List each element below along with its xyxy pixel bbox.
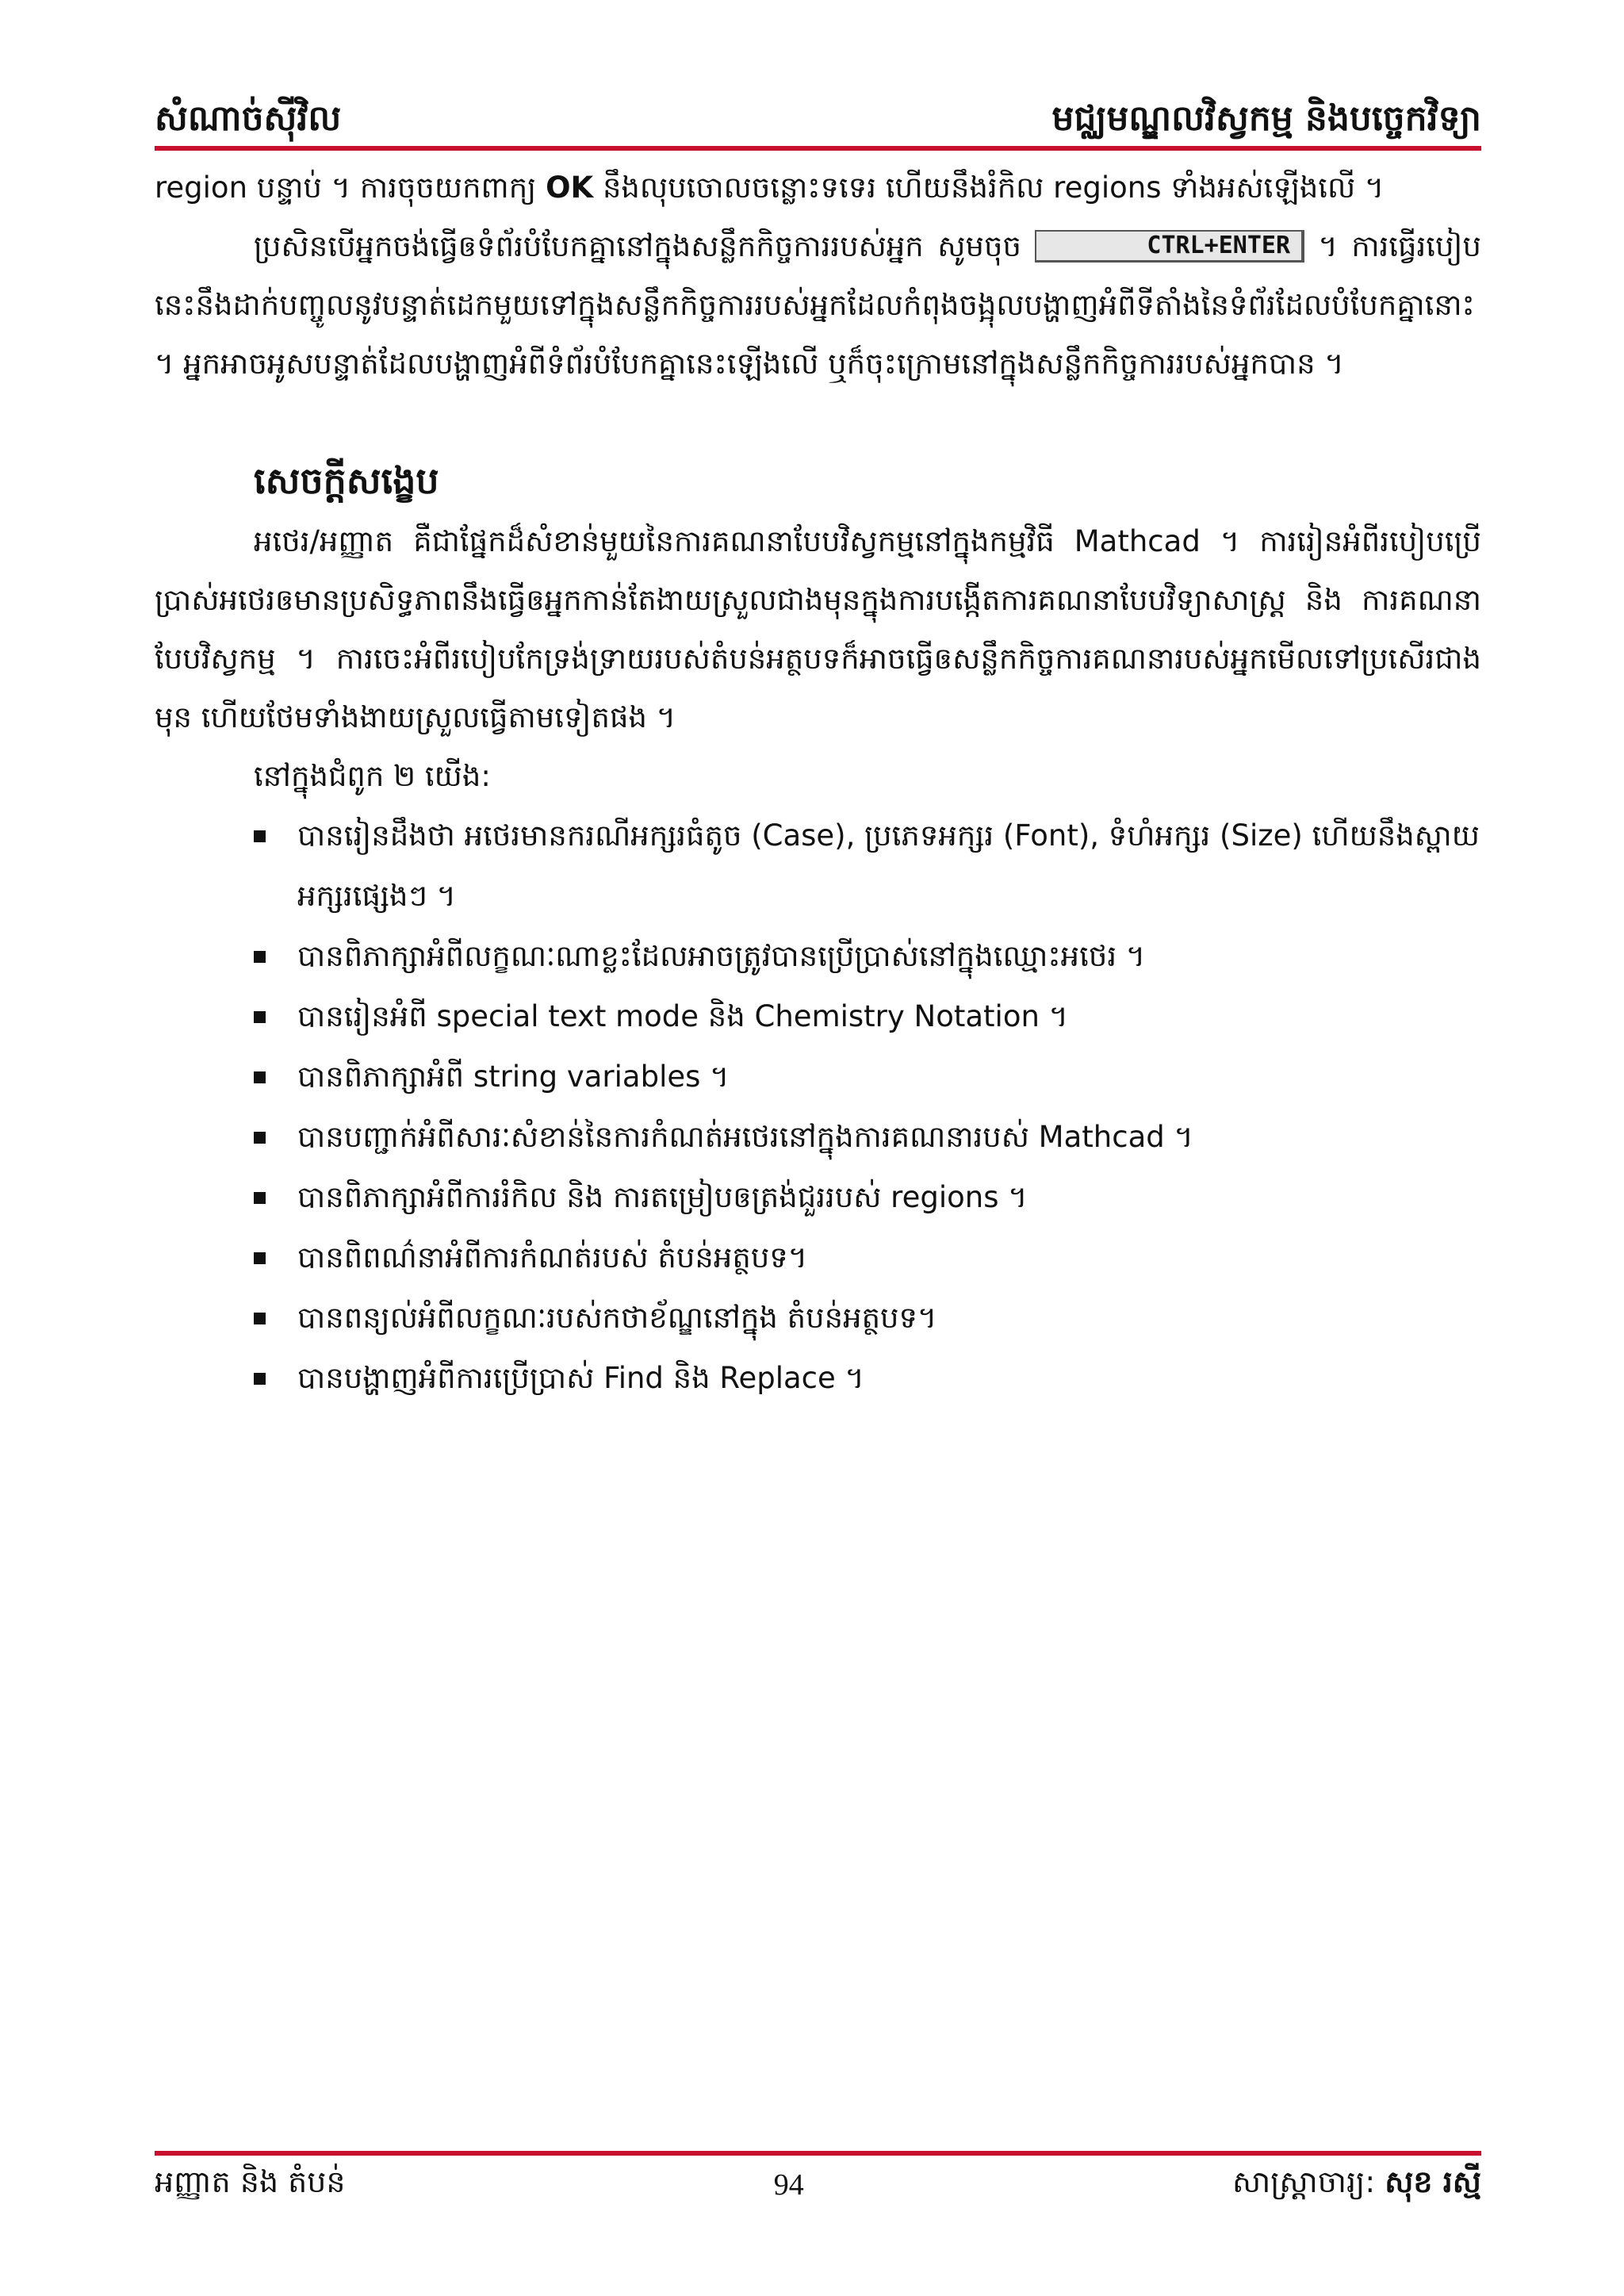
square-bullet-icon [254,1252,266,1264]
square-bullet-icon [254,1132,266,1144]
footer-author [1232,2163,1481,2207]
paragraph-page-break-part-2: ។ ការធ្វើរបៀបនេះនឹងដាក់បញ្ចូលនូវបន្ទាត់ដេកមួយទៅក្នុងសន្លឹកកិច្ចការរបស់អ្នកដែលកំពុងចង្អុលបង្ហាញអំពីទីតាំងនៃទំព័រដែលបំបែកគ្នានោះ ។ អ្នកអាចអូសបន្ទាត់ដែលបង្ហាញអំពីទំព័របំបែកគ្នានេះឡើងលើ ឬក៏ចុះក្រោមនៅក្នុងសន្លឹកកិច្ចការរបស់អ្នកបាន ។ [155,229,1481,381]
list-item-text: បានពិភាក្សាអំពីលក្ខណៈណាខ្លះដែលអាចត្រូវបានប្រើប្រាស់នៅក្នុងឈ្មោះអថេរ ។ [297,939,1146,973]
footer-rule [155,2151,1481,2156]
list-item [254,1348,1481,1409]
list-item [254,1288,1481,1348]
list-item-text: បានបញ្ជាក់អំពីសារៈសំខាន់នៃការកំណត់អថេរនៅក្នុងការគណនារបស់ Mathcad ។ [297,1120,1193,1154]
list-item-text: បានរៀនដឹងថា អថេរមានករណីអក្សរធំតូច (Case), ប្រភេទអក្សរ (Font), ទំហំអក្សរ (Size) ហើយនឹងស្ពាយអក្សរផ្សេងៗ ។ [297,818,1480,913]
list-item-text: បានពិភាក្សាអំពីការរំកិល និង ការតម្រៀបឲត្រង់ជួររបស់ regions ។ [297,1180,1028,1214]
footer-chapter-title: អញ្ញាត និង តំបន់ [155,2164,346,2199]
header-rule [155,146,1481,151]
square-bullet-icon [254,951,266,963]
paragraph-page-break [155,217,1481,393]
page-number: 94 [773,2168,804,2202]
paragraph-summary: អថេរ/អញ្ញាត គឺជាផ្នែកដ៏សំខាន់មួយនៃការគណនាបែបវិស្វកម្មនៅក្នុងកម្មវិធី Mathcad ។ ការរៀនអំពីរបៀបប្រើប្រាស់អថេរឲមានប្រសិទ្ធភាពនឹងធ្វើឲអ្នកកាន់តែងាយស្រួលជាងមុនក្នុងការបង្កើតការគណនាបែបវិទ្យាសាស្ត្រ និង ការគណនាបែបវិស្វកម្ម ។ ការចេះអំពីរបៀបកែទ្រង់ទ្រាយរបស់តំបន់អត្ថបទក៏អាចធ្វើឲសន្លឹកកិច្ចការគណនារបស់អ្នកមើលទៅប្រសើរជាងមុន ហើយថែមទាំងងាយស្រួលធ្វើតាមទៀតផង ។ [155,524,1481,734]
list-item [254,1107,1481,1167]
paragraph-regions-part-1: region បន្ទាប់ ។ ការចុចយកពាក្យ [155,171,546,205]
square-bullet-icon [254,1071,266,1083]
ok-keyword: OK [546,171,594,205]
footer-author-label: សាស្ត្រាចារ្យ: [1231,2164,1376,2199]
page-content [155,159,1481,1409]
list-item [254,1228,1481,1288]
paragraph-regions [155,159,1481,217]
list-item-text: បានរៀនអំពី special text mode និង Chemistry Notation ។ [297,999,1069,1033]
paragraph-page-break-part-1: ប្រសិនបើអ្នកចង់ធ្វើឲទំព័របំបែកគ្នានៅក្នុងសន្លឹកកិច្ចការរបស់អ្នក សូមចុច [254,229,1036,263]
list-item-text: បានពន្យល់អំពីលក្ខណៈរបស់កថាខ័ណ្ឌនៅក្នុង តំបន់អត្ថបទ។ [297,1301,937,1335]
list-item-text: បានពិពណ៌នាអំពីការកំណត់របស់ តំបន់អត្ថបទ។ [297,1240,808,1274]
list-item [254,806,1481,926]
page-footer [155,2161,1481,2209]
section-title-summary: សេចក្តីសង្ខេប [254,459,439,502]
square-bullet-icon [254,1011,266,1023]
list-item [254,987,1481,1047]
ctrl-enter-key: CTRL+ENTER [1035,230,1304,263]
paragraph-chapter-intro: នៅក្នុងជំពូក ២ យើង: [254,759,491,793]
page-header [155,79,1481,143]
header-left-title: សំណាច់ស៊ីវិល [155,98,342,139]
square-bullet-icon [254,830,266,842]
paragraph-regions-part-2: នឹងលុបចោលចន្លោះទទេរ ហើយនឹងរំកិល regions ទាំងអស់ឡើងលើ ។ [593,171,1385,205]
footer-author-name: សុខ រស្មី [1385,2164,1481,2199]
list-item [254,926,1481,987]
list-item [254,1047,1481,1107]
summary-bullet-list [155,806,1481,1409]
list-item-text: បានពិភាក្សាអំពី string variables ។ [297,1060,730,1094]
list-item-text: បានបង្ហាញអំពីការប្រើប្រាស់ Find និង Replace ។ [297,1361,864,1395]
square-bullet-icon [254,1192,266,1204]
square-bullet-icon [254,1313,266,1324]
square-bullet-icon [254,1373,266,1385]
list-item [254,1167,1481,1228]
header-right-title: មជ្ឈមណ្ឌលវិស្វកម្ម និងបច្ចេកវិទ្យា [1051,98,1481,139]
